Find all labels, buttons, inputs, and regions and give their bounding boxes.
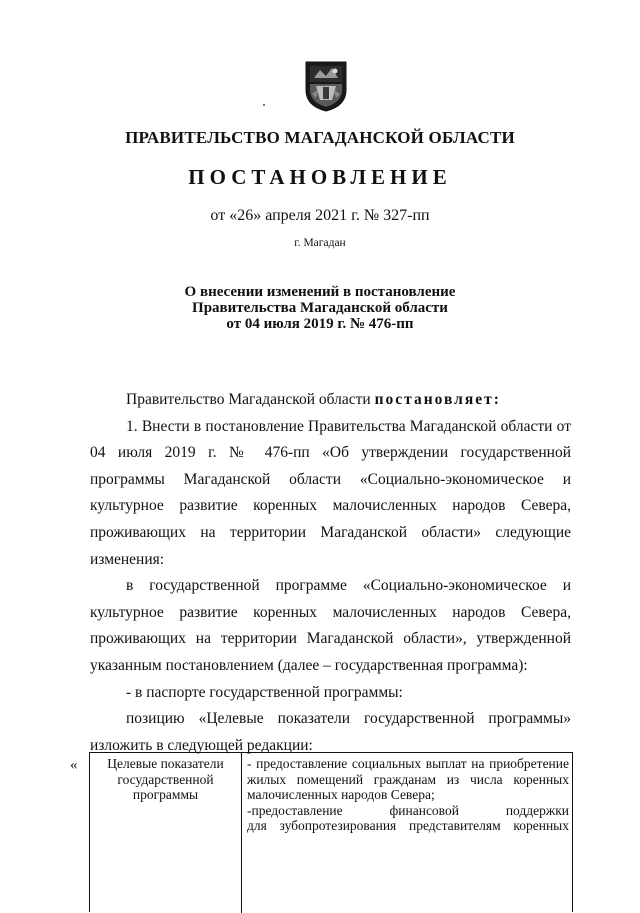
table-content-line: жилых помещений гражданам из числа коренных — [247, 771, 569, 787]
paragraph-4: позицию «Целевые показатели государственной программы» изложить в следующей редакции: — [90, 710, 571, 754]
intro-prefix: Правительство Магаданской области — [126, 391, 371, 408]
subject-line: О внесении изменений в постановление — [184, 284, 456, 300]
subject-line: от 04 июля 2019 г. № 476-пп — [226, 316, 414, 332]
table-cell-label — [90, 753, 242, 913]
table-label-line: Целевые показатели — [107, 756, 224, 771]
document-city: г. Магадан — [294, 237, 346, 249]
coat-of-arms-icon — [304, 60, 348, 112]
government-title: ПРАВИТЕЛЬСТВО МАГАДАНСКОЙ ОБЛАСТИ — [125, 128, 515, 147]
coat-of-arms-emblem — [304, 60, 348, 112]
table-content-line: -предоставление финансовой поддержки — [247, 802, 569, 818]
table-cell-content — [247, 756, 569, 834]
table-content-line: малочисленных народов Севера; — [247, 787, 435, 802]
targets-table — [89, 752, 573, 912]
table-content-line: - предоставление социальных выплат на приобретение — [247, 756, 569, 771]
intro-paragraph — [90, 387, 571, 414]
document-subject — [0, 284, 640, 332]
subject-line: Правительства Магаданской области — [192, 300, 448, 316]
table-content-line: для зубопротезирования представителям коренных — [247, 818, 569, 833]
paragraph-1: 1. Внести в постановление Правительства Магаданской области от 04 июля 2019 г. № 476-пп «Об утверждении государственной программы Магаданской области «Социально-экономическое и культурное развитие коренных малочисленных народов Севера, проживающих на территории Магаданской области» следующие изменения: — [90, 417, 571, 568]
document-date-number: от «26» апреля 2021 г. № 327-пп — [210, 207, 430, 224]
scan-artifact — [263, 104, 265, 106]
intro-verb: постановляет: — [374, 391, 501, 408]
paragraph-3: - в паспорте государственной программы: — [126, 683, 403, 701]
table-label-line: программы — [132, 787, 199, 802]
document-type: ПОСТАНОВЛЕНИЕ — [188, 165, 452, 189]
document-body — [90, 387, 571, 759]
table-label-line: государственной — [117, 771, 214, 787]
open-quote: « — [70, 757, 78, 773]
paragraph-2: в государственной программе «Социально-экономическое и культурное развитие коренных малочисленных народов Севера, проживающих на территории Магаданской области», утвержденной указанным постановлением (далее – государственная программа): — [90, 577, 571, 674]
